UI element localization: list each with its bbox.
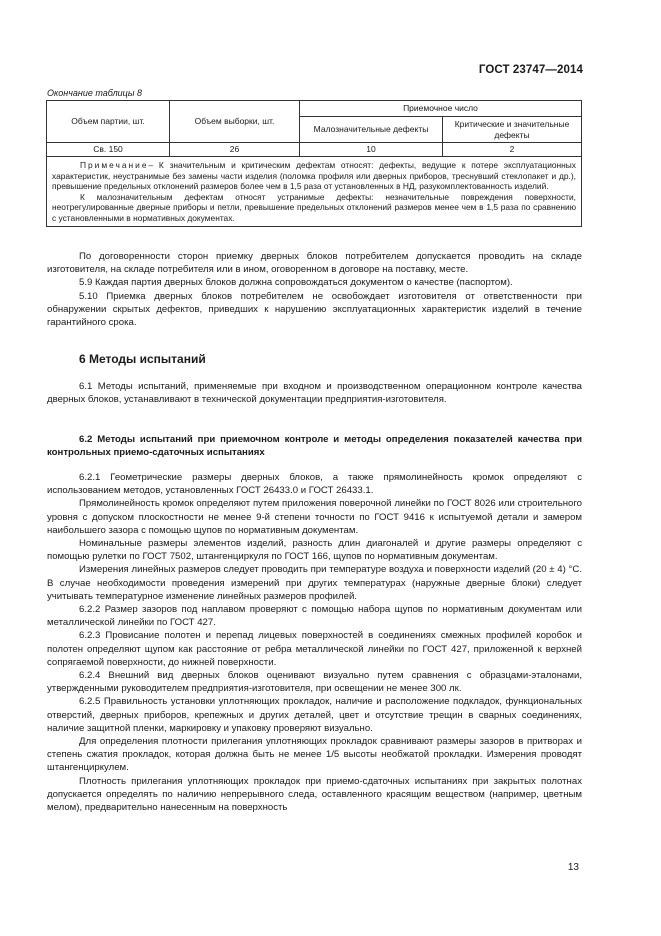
- note-paragraph-2: К малозначительным дефектам относят устранимые дефекты: незначительные повреждения поверхности, неотрегулированные дверные приборы и петли, превышение предельных отклонений размеров менее чем в 1,5 раза по сравнению с установленными в нормативных документах.: [52, 191, 576, 223]
- paragraph: 5.10 Приемка дверных блоков потребителем не освобождает изготовителя от ответственности при обнаружении скрытых дефектов, приведших к нарушению эксплуатационных характеристик изделий в течение гарантийного срока.: [47, 290, 582, 329]
- note-paragraph-1: [52, 160, 576, 192]
- paragraph: Для определения плотности прилегания уплотняющих прокладок сравнивают размеры зазоров в притворах и степень сжатия прокладок, которая должна быть не менее 1/5 высоты необжатой прокладки. Измерения проводят штангенциркулем.: [47, 736, 582, 774]
- paragraph: 5.9 Каждая партия дверных блоков должна сопровождаться документом о качестве (паспортом).: [79, 277, 513, 289]
- text-block-bottom: [47, 471, 582, 814]
- cell-batch: Св. 150: [47, 143, 170, 157]
- paragraph: 6.1 Методы испытаний, применяемые при входном и производственном операционном контроле качества дверных блоков, устанавливают в технической документации предприятия-изготовителя.: [47, 381, 582, 406]
- table-header-row: [47, 101, 582, 117]
- header-sample-size: Объем выборки, шт.: [170, 101, 300, 143]
- paragraph: 6.2.2 Размер зазоров под наплавом проверяют с помощью набора щупов по нормативным документам или металлической линейки по ГОСТ 427.: [47, 604, 582, 629]
- subsection-heading: 6.2 Методы испытаний при приемочном контроле и методы определения показателей качества при контрольных приемо-сдаточных испытаниях: [47, 434, 582, 459]
- paragraph: Прямолинейность кромок определяют путем приложения поверочной линейки по ГОСТ 8026 или строительного уровня с допуском плоскостности не менее 9-й степени точности по ГОСТ 9416 к испытуемой детали и замером наибольшего зазора с помощью щупов по нормативным документам.: [47, 498, 582, 536]
- paragraph: Плотность прилегания уплотняющих прокладок при приемо-сдаточных испытаниях при закрытых полотнах допускается определять по наличию непрерывного следа, оставленного красящим веществом (например, цветным мелом), предварительно нанесенным на поверхность: [47, 775, 582, 814]
- note-label: Примечание: [80, 160, 149, 170]
- acceptance-table: [46, 100, 582, 227]
- paragraph: По договоренности сторон приемку дверных блоков потребителем допускается проводить на складе изготовителя, на складе потребителя или в ином, оговоренном в договоре на поставку, месте.: [47, 251, 582, 276]
- table-note: [47, 157, 582, 227]
- standard-code: ГОСТ 23747—2014: [478, 64, 583, 76]
- note-text-1: – К значительным и критическим дефектам относят: дефекты, ведущие к потере эксплуатационных характеристик, неустранимые без замены части изделия (поломка профиля или дверных приборов, треснувший стеклопакет и др.), превышение предельных отклонений размеров более чем в 1,5 раза от установленных в НД, разукомплектованность изделий.: [52, 160, 576, 192]
- paragraph: 6.2.4 Внешний вид дверных блоков оценивают визуально путем сравнения с образцами-эталонами, утвержденными руководителем предприятия-изготовителя, при освещении не менее 300 лк.: [47, 670, 582, 695]
- cell-minor: 10: [300, 143, 443, 157]
- text-block-6-1: [47, 380, 582, 406]
- table-caption: Окончание таблицы 8: [47, 88, 142, 98]
- cell-critical: 2: [443, 143, 582, 157]
- paragraph: Измерения линейных размеров следует проводить при температуре воздуха и поверхности изделий (20 ± 4) °С. В случае необходимости проведения измерений при других температурах (наружные дверные блоки) следует учитывать температурное изменение линейных размеров профилей.: [47, 564, 582, 602]
- table-note-row: [47, 157, 582, 227]
- cell-sample: 26: [170, 143, 300, 157]
- page-number: 13: [567, 862, 579, 873]
- table-row: [47, 143, 582, 157]
- section-heading: 6 Методы испытаний: [79, 352, 206, 366]
- header-batch-size: Объем партии, шт.: [47, 101, 170, 143]
- header-minor-defects: Малозначительные дефекты: [300, 117, 443, 143]
- paragraph: Номинальные размеры элементов изделий, разность длин диагоналей и другие размеры определяют с помощью рулетки по ГОСТ 7502, штангенциркуля по ГОСТ 166, щупов по нормативным документам.: [47, 538, 582, 563]
- paragraph: 6.2.5 Правильность установки уплотняющих прокладок, наличие и расположение подкладок, функциональных отверстий, дверных приборов, крепежных и других деталей, цвет и отсутствие трещин в сварных соединениях, наличие защитной пленки, маркировку и упаковку проверяют визуально.: [47, 696, 582, 734]
- text-block-top: [47, 250, 582, 329]
- header-acceptance-number: Приемочное число: [300, 101, 582, 117]
- paragraph: 6.2.1 Геометрические размеры дверных блоков, а также прямолинейность кромок определяют с использованием методов, установленных ГОСТ 26433.0 и ГОСТ 26433.1.: [47, 472, 582, 497]
- header-critical-defects: Критические и значительные дефекты: [443, 117, 582, 143]
- paragraph: 6.2.3 Провисание полотен и перепад лицевых поверхностей в соединениях смежных профилей коробок и полотен определяют щупом как расстояние от ребра металлической линейки по ГОСТ 427, приложенной к верхней сопрягаемой поверхности, до нижней поверхности.: [47, 630, 582, 668]
